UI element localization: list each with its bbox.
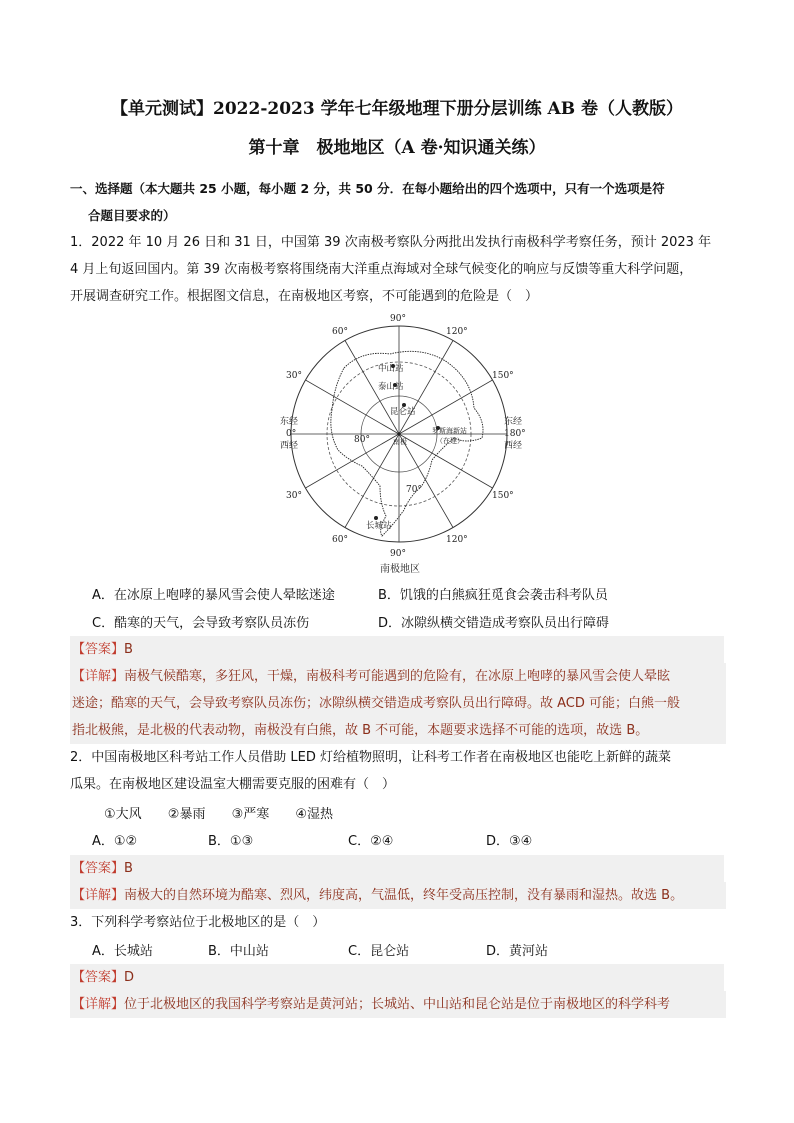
map-label-west: 西经 xyxy=(280,441,299,451)
detail-line: 指北极熊，是北极的代表动物，南极没有白熊，故 B 不可能，本题要求选择不可能的选项，故选 B。 xyxy=(72,723,649,738)
detail-text: 南极大的自然环境为酷寒、烈风，纬度高，气温低，终年受高压控制，没有暴雨和湿热。故选 B。 xyxy=(124,888,684,903)
answer-value: B xyxy=(124,642,133,657)
option-a[interactable]: A．①② xyxy=(92,834,138,849)
detail-tag: 【详解】 xyxy=(72,888,125,903)
option-c[interactable]: C．酷寒的天气，会导致考察队员冻伤 xyxy=(92,616,310,631)
map-label-east2: 东经 xyxy=(504,417,523,427)
map-label-lat80: 80° xyxy=(354,435,370,445)
map-label-120: 120° xyxy=(446,327,468,337)
question-3-answer xyxy=(70,964,724,991)
question-2-stem xyxy=(70,744,730,798)
question-2-answer xyxy=(70,855,724,882)
map-label-30: 30° xyxy=(286,371,302,381)
map-label-bottom-90: 90° xyxy=(390,549,406,559)
option-a[interactable]: A．在冰原上咆哮的暴风雪会使人晕眩迷途 xyxy=(92,588,335,603)
question-1-detail xyxy=(70,663,726,744)
map-label-150: 150° xyxy=(492,371,514,381)
map-label-zhongshan: 中山站 xyxy=(378,364,404,374)
item-4: ④湿热 xyxy=(295,807,334,822)
question-3-line: 3．下列科学考察站位于北极地区的是（ ） xyxy=(70,915,326,930)
antarctica-map xyxy=(280,310,526,580)
map-label-180: 180° xyxy=(504,429,526,439)
detail-line: 迷途；酷寒的天气，会导致考察队员冻伤；冰隙纵横交错造成考察队员出行障碍。故 ACD 可能；白熊一般 xyxy=(72,696,681,711)
question-2-line: 2．中国南极地区科考站工作人员借助 LED 灯给植物照明，让科考工作者在南极地区也能吃上新鲜的蔬菜 xyxy=(70,750,672,765)
map-label-pole: 南极 xyxy=(393,438,407,446)
answer-tag: 【答案】 xyxy=(72,970,125,985)
detail-text: 南极气候酷寒，多狂风，干燥，南极科考可能遇到的危险有，在冰原上咆哮的暴风雪会使人晕眩 xyxy=(124,669,671,684)
question-1-stem xyxy=(70,229,730,310)
item-3: ③严寒 xyxy=(231,807,270,822)
section-heading-line1: 一、选择题（本大题共 25 小题，每小题 2 分，共 50 分．在每小题给出的四个选项中，只有一个选项是符 xyxy=(70,181,665,196)
map-label-top-90: 90° xyxy=(390,314,406,324)
question-1-line: 1．2022 年 10 月 26 日和 31 日，中国第 39 次南极考察队分两批出发执行南极科学考察任务，预计 2023 年 xyxy=(70,235,712,250)
question-1-line: 开展调查研究工作。根据图文信息，在南极地区考察，不可能遇到的危险是（ ） xyxy=(70,289,539,304)
answer-tag: 【答案】 xyxy=(72,642,125,657)
map-label-east: 东经 xyxy=(280,417,299,427)
option-c[interactable]: C．②④ xyxy=(348,834,394,849)
map-label-building: （在建） xyxy=(436,437,464,445)
map-label-taishan: 泰山站 xyxy=(378,382,404,392)
answer-tag: 【答案】 xyxy=(72,861,125,876)
question-2-detail xyxy=(70,882,726,909)
option-b[interactable]: B．①③ xyxy=(208,834,254,849)
option-d[interactable]: D．冰隙纵横交错造成考察队员出行障碍 xyxy=(378,616,610,631)
option-d[interactable]: D．③④ xyxy=(486,834,533,849)
map-label-120-south: 120° xyxy=(446,535,468,545)
option-c[interactable]: C．昆仑站 xyxy=(348,944,410,959)
item-1: ①大风 xyxy=(104,807,142,822)
question-1-answer xyxy=(70,636,724,663)
map-caption: 南极地区 xyxy=(380,564,420,575)
option-a[interactable]: A．长城站 xyxy=(92,944,153,959)
map-label-changcheng: 长城站 xyxy=(366,521,392,531)
detail-line xyxy=(72,663,724,690)
map-label-newstation: 罗斯海新站 xyxy=(432,427,467,435)
page-title: 【单元测试】2022-2023 学年七年级地理下册分层训练 AB 卷（人教版） xyxy=(111,99,683,119)
detail-line xyxy=(72,882,724,909)
question-1-line: 4 月上旬返回国内。第 39 次南极考察将围绕南大洋重点海域对全球气候变化的响应与反馈等重大科学问题， xyxy=(70,262,693,277)
question-2-line: 瓜果。在南极地区建设温室大棚需要克服的困难有（ ） xyxy=(70,777,396,792)
detail-line xyxy=(72,991,724,1018)
answer-value: B xyxy=(124,861,133,876)
page-subtitle: 第十章 极地地区（A 卷·知识通关练） xyxy=(248,138,546,158)
section-heading xyxy=(70,175,730,229)
map-label-60-south: 60° xyxy=(332,535,348,545)
option-d[interactable]: D．黄河站 xyxy=(486,944,549,959)
option-b[interactable]: B．中山站 xyxy=(208,944,269,959)
map-label-0: 0° xyxy=(286,429,297,439)
question-2-items xyxy=(104,803,355,822)
map-label-150-south: 150° xyxy=(492,491,514,501)
option-b[interactable]: B．饥饿的白熊疯狂觅食会袭击科考队员 xyxy=(378,588,608,603)
map-label-60: 60° xyxy=(332,327,348,337)
map-label-lat70: 70° xyxy=(406,485,422,495)
map-label-30-south: 30° xyxy=(286,491,302,501)
item-2: ②暴雨 xyxy=(167,807,206,822)
detail-tag: 【详解】 xyxy=(72,669,125,684)
answer-value: D xyxy=(124,970,135,985)
question-3-detail xyxy=(70,991,726,1018)
map-label-kunlun: 昆仑站 xyxy=(390,407,416,417)
question-3-stem xyxy=(70,909,730,936)
section-heading-line2: 合题目要求的） xyxy=(88,208,176,223)
detail-tag: 【详解】 xyxy=(72,997,125,1012)
map-label-west2: 西经 xyxy=(504,441,523,451)
detail-text: 位于北极地区的我国科学考察站是黄河站；长城站、中山站和昆仑站是位于南极地区的科学科考 xyxy=(124,997,671,1012)
